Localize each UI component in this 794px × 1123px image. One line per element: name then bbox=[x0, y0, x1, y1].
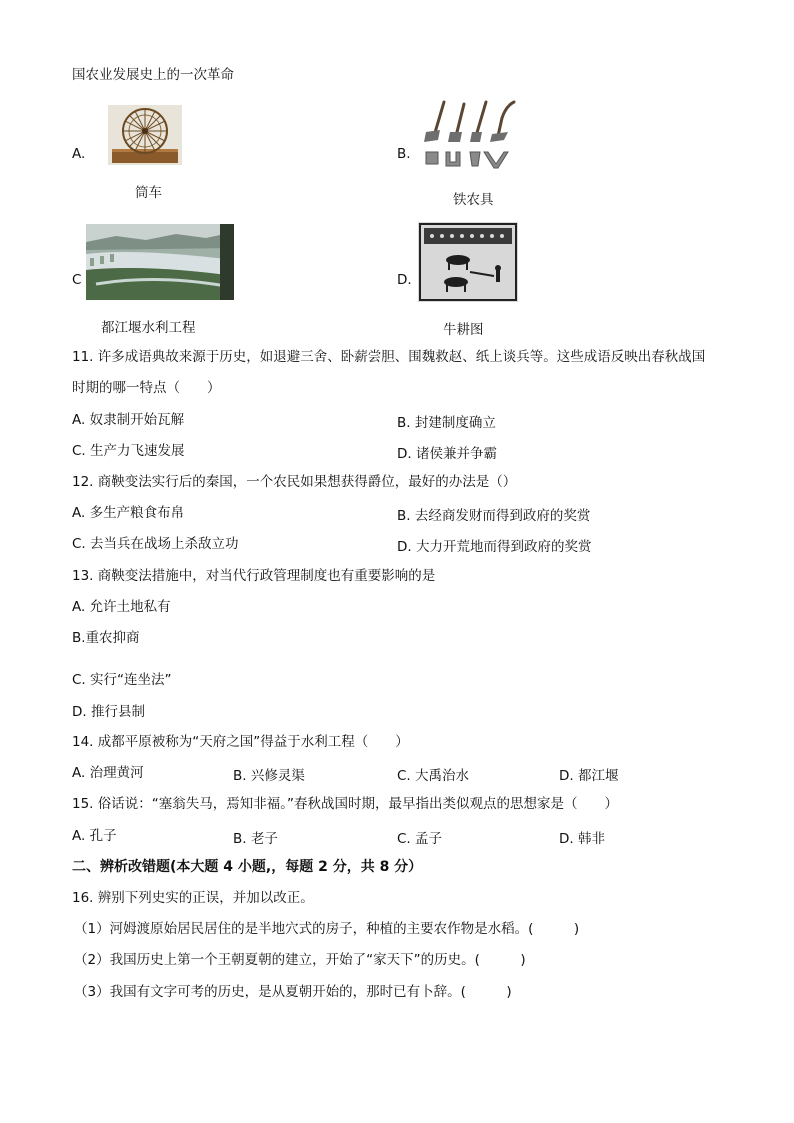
q14-option-d: D. 都江堰 bbox=[559, 768, 619, 784]
q12-option-c: C. 去当兵在战场上杀敌立功 bbox=[72, 536, 239, 552]
q13-stem: 13. 商鞅变法措施中，对当代行政管理制度也有重要影响的是 bbox=[72, 568, 436, 584]
q14-stem: 14. 成都平原被称为“天府之国”得益于水利工程（ ） bbox=[72, 734, 409, 750]
q11-stem-line2: 时期的哪一特点（ ） bbox=[72, 380, 221, 396]
q16-stem: 16. 辨别下列史实的正误，并加以改正。 bbox=[72, 890, 314, 906]
q13-option-a: A. 允许土地私有 bbox=[72, 599, 171, 615]
q16-statement-1: （1）河姆渡原始居民居住的是半地穴式的房子，种植的主要农作物是水稻。( ) bbox=[74, 921, 580, 937]
q11-option-b: B. 封建制度确立 bbox=[397, 415, 496, 431]
q12-option-a: A. 多生产粮食布帛 bbox=[72, 505, 185, 521]
q13-option-b: B.重农抑商 bbox=[72, 630, 140, 646]
option-c-letter: C bbox=[72, 272, 82, 288]
q13-option-c: C. 实行“连坐法” bbox=[72, 672, 172, 688]
intro-text: 国农业发展史上的一次革命 bbox=[72, 67, 234, 83]
q15-option-b: B. 老子 bbox=[233, 831, 278, 847]
q14-option-b: B. 兴修灵渠 bbox=[233, 768, 305, 784]
option-c-caption: 都江堰水利工程 bbox=[101, 320, 196, 336]
waterwheel-image bbox=[108, 105, 182, 165]
q11-option-d: D. 诸侯兼并争霸 bbox=[397, 446, 497, 462]
q12-option-d: D. 大力开荒地而得到政府的奖赏 bbox=[397, 539, 592, 555]
q16-statement-2: （2）我国历史上第一个王朝夏朝的建立，开始了“家天下”的历史。( ) bbox=[74, 952, 526, 968]
q13-option-d: D. 推行县制 bbox=[72, 704, 145, 720]
q16-statement-3: （3）我国有文字可考的历史，是从夏朝开始的，那时已有卜辞。( ) bbox=[74, 984, 512, 1000]
iron-tools-image bbox=[418, 96, 524, 172]
q15-stem: 15. 俗话说：“塞翁失马，焉知非福。”春秋战国时期，最早指出类似观点的思想家是（ ） bbox=[72, 796, 618, 812]
q12-option-b: B. 去经商发财而得到政府的奖赏 bbox=[397, 508, 591, 524]
q14-option-c: C. 大禹治水 bbox=[397, 768, 470, 784]
q11-option-a: A. 奴隶制开始瓦解 bbox=[72, 412, 185, 428]
option-b-letter: B. bbox=[397, 146, 411, 162]
q15-option-d: D. 韩非 bbox=[559, 831, 605, 847]
q11-option-c: C. 生产力飞速发展 bbox=[72, 443, 185, 459]
q12-stem: 12. 商鞅变法实行后的秦国，一个农民如果想获得爵位，最好的办法是（） bbox=[72, 474, 517, 490]
option-a-letter: A. bbox=[72, 146, 86, 162]
q15-option-a: A. 孔子 bbox=[72, 828, 117, 844]
option-a-caption: 筒车 bbox=[135, 185, 162, 201]
section-2-title: 二、辨析改错题(本大题 4 小题,，每题 2 分，共 8 分） bbox=[72, 859, 423, 875]
dujiangyan-image bbox=[86, 224, 234, 300]
q11-stem-line1: 11. 许多成语典故来源于历史，如退避三舍、卧薪尝胆、围魏救赵、纸上谈兵等。这些成语反映出春秋战国 bbox=[72, 349, 706, 365]
option-b-caption: 铁农具 bbox=[453, 192, 494, 208]
option-d-letter: D. bbox=[397, 272, 412, 288]
option-d-caption: 牛耕图 bbox=[443, 322, 484, 338]
q14-option-a: A. 治理黄河 bbox=[72, 765, 144, 781]
ox-plough-image bbox=[418, 222, 518, 302]
q15-option-c: C. 孟子 bbox=[397, 831, 443, 847]
